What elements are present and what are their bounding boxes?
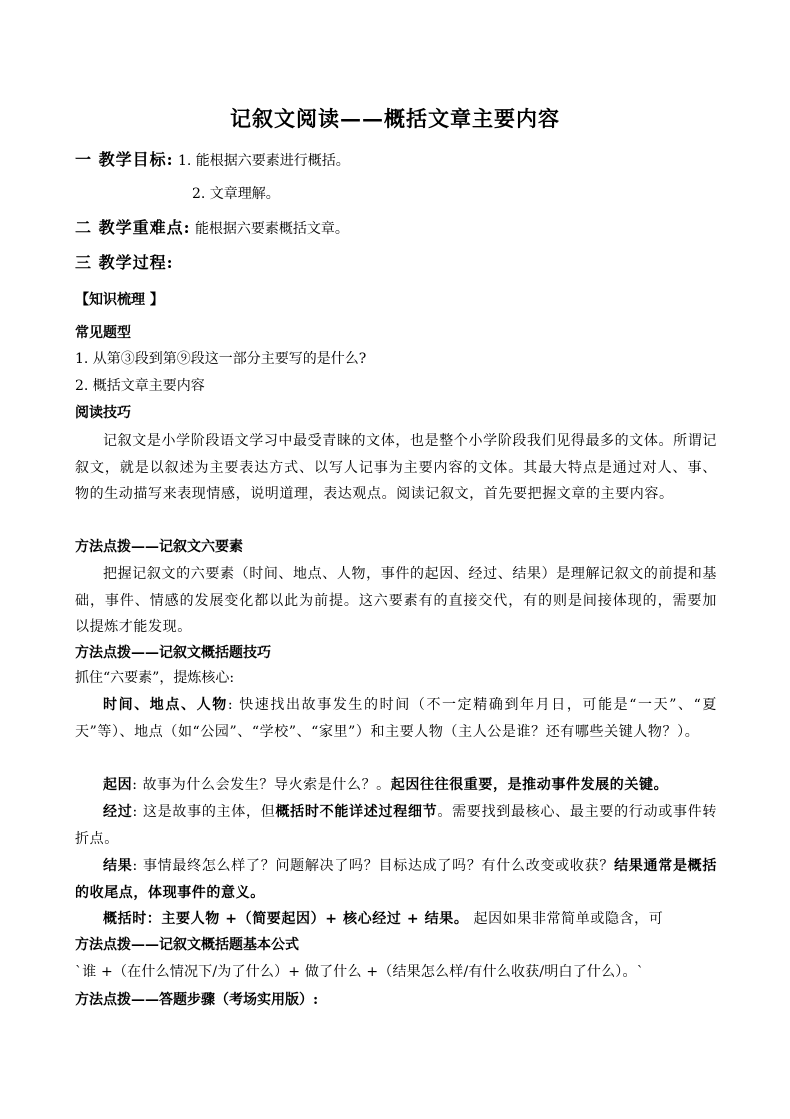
teaching-goal-1: 1. 能根据六要素进行概括。 <box>177 153 350 169</box>
result-emphasis: 结果通常是概括的收尾点，体现事件的意义。 <box>75 858 717 901</box>
teaching-goal-2: 2. 文章理解。 <box>192 186 280 202</box>
method-summary-tips-heading: 方法点拨——记叙文概括题技巧 <box>75 645 271 661</box>
key-points-colon: : <box>183 218 191 237</box>
method-six-elements-heading: 方法点拨——记叙文六要素 <box>75 539 243 555</box>
summary-emphasis: 概括时：主要人物 +（简要起因）+ 核心经过 + 结果。 <box>103 911 469 927</box>
process-label: 经过 <box>103 804 133 820</box>
document-title: 记叙文阅读——概括文章主要内容 <box>230 106 560 131</box>
six-elements-paragraph: 把握记叙文的六要素（时间、地点、人物，事件的起因、经过、结果）是理解记叙文的前提和基础，事件、情感的发展变化都以此为前提。这六要素有的直接交代，有的则是间接体现的，需要加以提炼才能发现。 <box>75 566 717 635</box>
key-points-heading: 二 教学重难点 <box>75 218 184 237</box>
result-label: 结果 <box>103 858 133 874</box>
knowledge-heading: 【知识梳理 】 <box>75 292 164 308</box>
result-text: : 事情最终怎么样了？问题解决了吗？目标达成了吗？有什么改变或收获？ <box>132 858 615 874</box>
cause-label: 起因 <box>103 777 133 793</box>
time-place-person-text: : 快速找出故事发生的时间（不一定精确到年月日，可能是“一天”、“夏天”等）、地点（如“公园”、“学校”、“家里”）和主要人物（主人公是谁？还有哪些关键人物？）。 <box>75 697 717 740</box>
process-text-1: : 这是故事的主体，但 <box>132 804 276 820</box>
summary-formula-paragraph <box>75 906 717 933</box>
teaching-process-heading: 三 教学过程: <box>75 253 174 272</box>
process-text-2: 。需要找到最核心、最主要的行动或事件转折点。 <box>75 804 718 847</box>
six-elements-intro: 抓住“六要素”，提炼核心: <box>75 670 235 686</box>
teaching-goals-colon: : <box>166 150 174 169</box>
key-points-row <box>75 218 349 239</box>
key-points-text: 能根据六要素概括文章。 <box>194 221 349 237</box>
method-formula-heading: 方法点拨——记叙文概括题基本公式 <box>75 937 299 953</box>
common-types-heading: 常见题型 <box>75 325 131 341</box>
cause-text: : 故事为什么会发生？导火索是什么？。 <box>132 777 391 793</box>
summary-formula: `谁 +（在什么情况下/为了什么）+ 做了什么 +（结果怎么样/有什么收获/明白了什么）。` <box>75 964 644 980</box>
process-emphasis: 概括时不能详述过程细节 <box>275 804 438 820</box>
cause-paragraph <box>75 772 717 799</box>
summary-text: 起因如果非常简单或隐含，可 <box>468 911 664 927</box>
cause-emphasis: 起因往往很重要，是推动事件发展的关键。 <box>390 777 669 793</box>
process-paragraph <box>75 799 717 852</box>
time-place-person-label: 时间、地点、人物 <box>103 697 228 713</box>
method-answer-steps-heading: 方法点拨——答题步骤（考场实用版）: <box>75 992 319 1008</box>
question-type-1: 1. 从第③段到第⑨段这一部分主要写的是什么? <box>75 351 367 367</box>
reading-tips-heading: 阅读技巧 <box>75 405 131 421</box>
question-type-2: 2. 概括文章主要内容 <box>75 378 205 394</box>
result-paragraph <box>75 853 717 906</box>
teaching-goals-row <box>75 150 350 171</box>
teaching-goals-heading: 一 教学目标 <box>75 150 167 169</box>
time-place-person-paragraph <box>75 692 717 745</box>
reading-tips-paragraph: 记叙文是小学阶段语文学习中最受青睐的文体，也是整个小学阶段我们见得最多的文体。所谓记叙文，就是以叙述为主要表达方式、以写人记事为主要内容的文体。其最大特点是通过对人、事、物的生动描写来表现情感，说明道理，表达观点。阅读记叙文，首先要把握文章的主要内容。 <box>75 433 717 502</box>
